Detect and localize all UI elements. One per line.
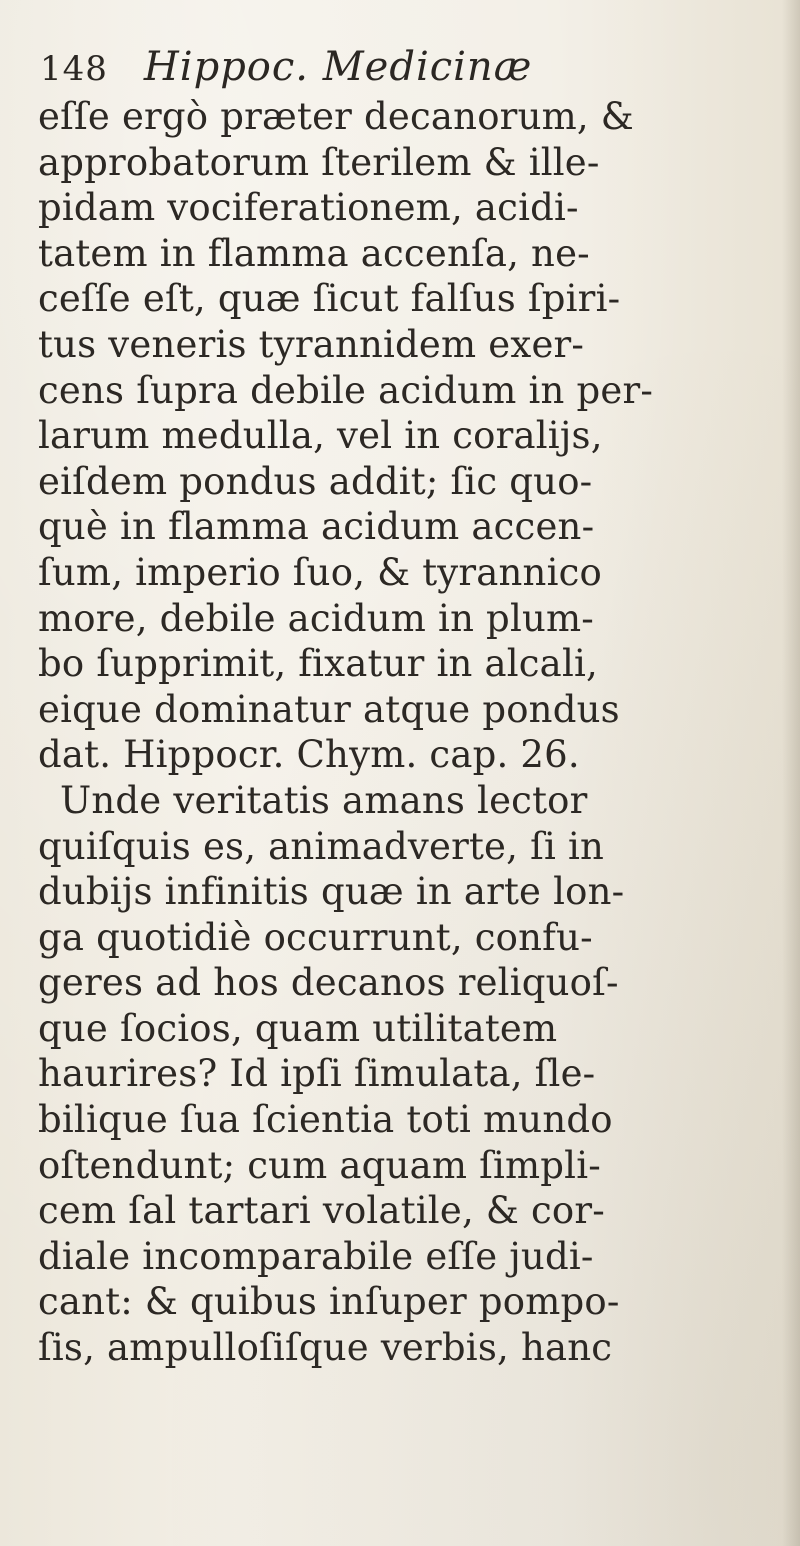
running-title: Hippoc. Medicinæ (143, 44, 533, 90)
text-line: ceſſe eſt, quæ ſicut falſus ſpiri- (38, 277, 621, 321)
body-text (38, 94, 794, 1371)
text-line: ſis, ampulloſiſque verbis, hanc (38, 1326, 613, 1370)
text-line: eiſdem pondus addit; ſic quo- (38, 459, 593, 503)
text-line: dat. Hippocr. Chym. cap. 26. (38, 733, 580, 777)
text-line: quiſquis es, animadverte, ſi in (38, 824, 605, 868)
text-line: cens ſupra debile acidum in per- (38, 368, 654, 412)
text-line: què in flamma acidum accen- (38, 505, 595, 549)
text-line: bo ſupprimit, fixatur in alcali, (38, 642, 598, 686)
text-line: more, debile acidum in plum- (38, 596, 594, 640)
text-line: pidam vociferationem, acidi- (38, 186, 579, 230)
text-line: diale incomparabile eſſe judi- (38, 1234, 594, 1278)
text-line: bilique ſua ſcientia toti mundo (38, 1098, 613, 1142)
paragraph-start-line: Unde veritatis amans lector (60, 778, 588, 822)
text-line: larum medulla, vel in coralijs, (38, 414, 603, 458)
text-line: tatem in flamma accenſa, ne- (38, 231, 590, 275)
text-line: oſtendunt; cum aquam ſimpli- (38, 1143, 601, 1187)
page-number: 148 (40, 49, 108, 89)
text-line: eique dominatur atque pondus (38, 687, 620, 731)
text-line: que ſocios, quam utilitatem (38, 1006, 558, 1050)
text-line: eſſe ergò præter decanorum, & (38, 95, 634, 138)
text-line: haurires? Id ipſi ſimulata, ſle- (38, 1052, 596, 1096)
page-header (40, 44, 532, 100)
text-line: cant: & quibus inſuper pompo- (38, 1280, 620, 1324)
text-line: dubijs infinitis quæ in arte lon- (38, 870, 625, 914)
text-line: ga quotidiè occurrunt, confu- (38, 915, 593, 959)
text-line: approbatorum ſterilem & ille- (38, 140, 600, 184)
text-line: cem ſal tartari volatile, & cor- (38, 1189, 605, 1233)
text-line: ſum, imperio ſuo, & tyrannico (38, 550, 603, 594)
text-line: tus veneris tyrannidem exer- (38, 322, 585, 366)
text-line: geres ad hos decanos reliquoſ- (38, 961, 619, 1005)
